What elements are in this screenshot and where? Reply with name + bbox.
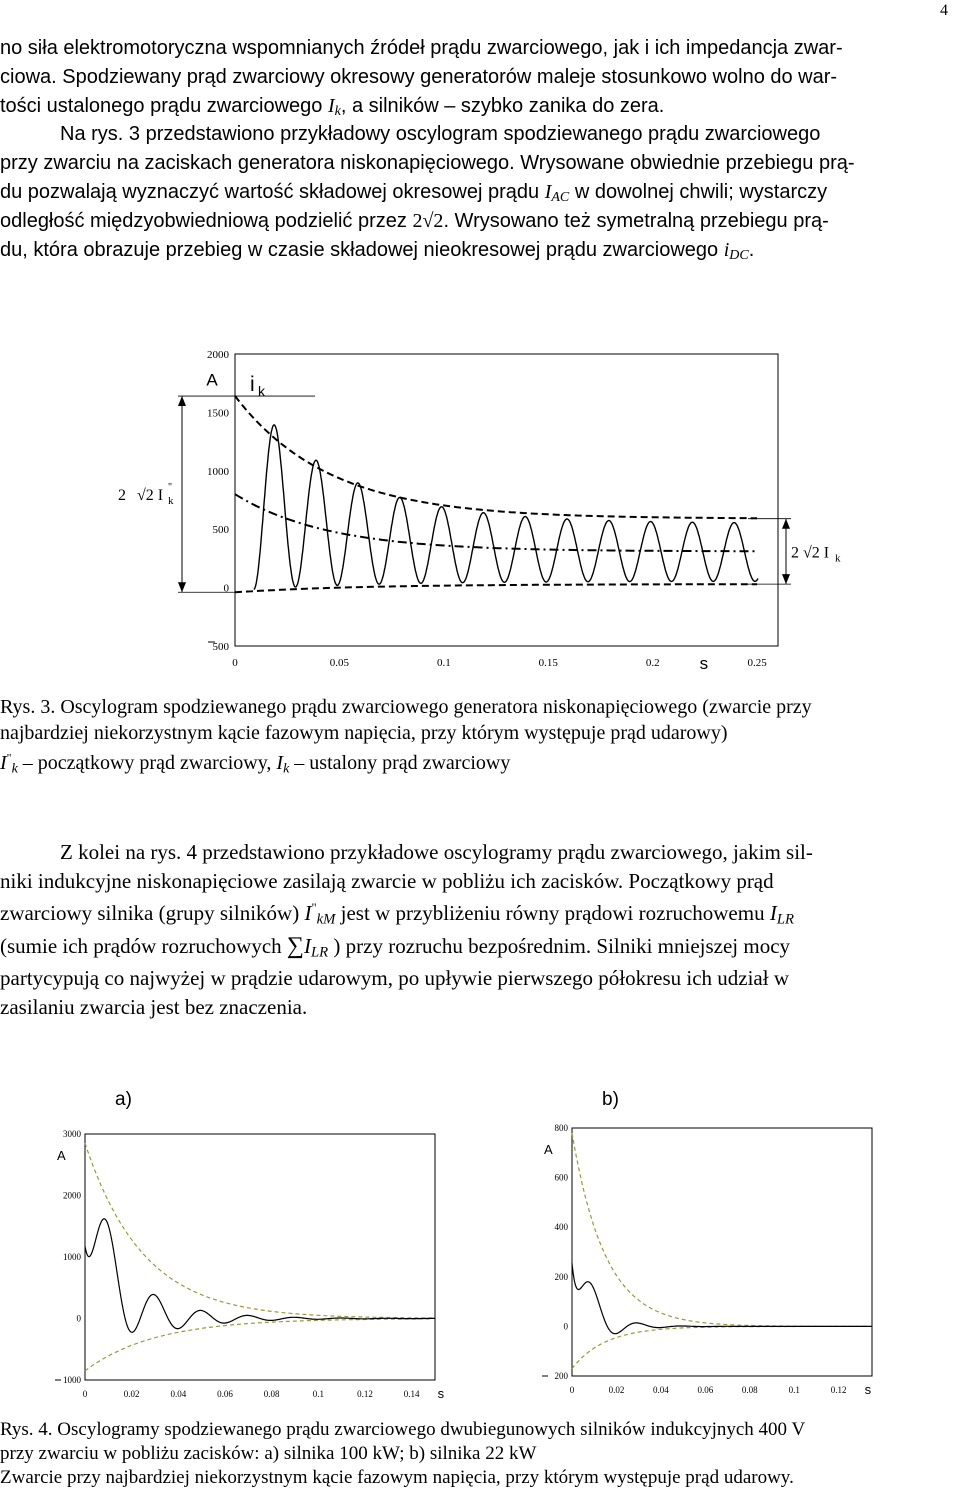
p2-line-5: partycypują co najwyżej w prądzie udarowym, po upływie pierwszego półokresu ich udział w [0,966,789,990]
lower-envelope [235,584,757,592]
figure-4a-oscillogram [0,1080,460,1410]
x-tick-label: 0.2 [645,657,660,669]
x-tick-label: 0.12 [830,1385,847,1395]
plot-frame [572,1128,872,1376]
x-tick-label: 0.25 [747,657,767,669]
fig3-caption-line-3: $I^"_k$ – początkowy prąd zwarciowy, $I_k$ – ustalony prąd zwarciowy [0,750,511,777]
arrowhead-right-bottom [782,574,790,584]
p1-line-2: ciowa. Spodziewany prąd zwarciowy okresowy generatorów maleje stosunkowo wolno do war- [0,65,838,88]
p2-line-2: niki indukcyjne niskonapięciowe zasilają zwarcie w pobliżu ich zacisków. Początkowy prąd [0,869,774,893]
x-unit-label: s [437,1386,445,1401]
p2-line-1: Z kolei na rys. 4 przedstawiono przykładowe oscylogramy prądu zwarciowego, jakim sil- [60,840,813,864]
x-tick-label: 0.1 [436,657,451,669]
lower-envelope [572,1326,870,1368]
p1-line-5: przy zwarciu na zaciskach generatora niskonapięciowego. Wrysowane obwiednie przebiegu prą- [0,152,855,175]
current-waveform [572,1263,872,1334]
x-tick-label: 0.04 [170,1389,187,1399]
p2-line-6: zasilaniu zwarcia jest bez znaczenia. [0,995,308,1019]
fig4-caption-line-2: przy zwarciu w pobliżu zacisków: a) silnika 100 kW; b) silnika 22 kW [0,1443,537,1464]
symmetral [235,494,757,551]
x-tick-label: 0.02 [123,1389,140,1399]
panel-label: b) [602,1089,619,1110]
arrowhead-top [178,396,186,406]
y-tick-label: 200 [554,1271,568,1282]
p1-line-3: tości ustalonego prądu zwarciowego $I_k$, a silników – szybko zanika do zera. [0,94,665,120]
figure-4b-oscillogram [500,1080,940,1410]
y-unit-label: A [57,1148,66,1163]
paragraph-motors [0,838,960,1022]
y-tick-label: 0 [563,1321,568,1332]
x-tick-label: 0.1 [788,1385,800,1395]
annotation-left-sqrt: √2 I [137,487,164,505]
panel-label: a) [115,1089,132,1110]
y-tick-label: 600 [554,1172,568,1183]
x-tick-label: 0.08 [263,1389,280,1399]
x-tick-label: 0.02 [608,1385,625,1395]
figure-3-caption [0,694,960,776]
figure-4-caption [0,1418,960,1490]
fig3-caption-line-2: najbardziej niekorzystnym kącie fazowym napięcia, przy którym występuje prąd udarowy) [0,722,728,744]
annotation-right: 2 √2 I [791,544,830,562]
y-tick-label: 200 [554,1371,568,1381]
arrowhead-right-top [782,519,790,529]
p1-line-4: Na rys. 3 przedstawiono przykładowy oscylogram spodziewanego prądu zwarciowego [60,123,821,146]
current-waveform-ik [254,425,758,590]
y-tick-label: 0 [223,582,229,595]
arrowhead-bottom [178,582,186,592]
x-tick-label: 0 [232,657,238,669]
x-tick-label: 0.15 [538,657,558,669]
fig4-caption-line-3: Zwarcie przy najbardziej niekorzystnym kącie fazowym napięcia, przy którym występuje prąd udarowy. [0,1467,794,1488]
y-tick-label: 0 [76,1313,81,1324]
series-label-sub: k [258,383,265,399]
annotation-left: 2 [118,487,126,505]
upper-envelope [572,1133,870,1326]
annotation-left-sup: " [168,482,173,494]
y-tick-label: 1500 [207,407,229,420]
p1-line-8: du, która obrazuje przebieg w czasie składowej nieokresowej prądu zwarciowego $i_{DC}$. [0,238,755,264]
x-tick-label: 0 [82,1389,88,1399]
y-tick-label: 500 [212,641,229,653]
x-tick-label: 0.05 [329,657,350,669]
y-tick-label: 400 [554,1222,568,1233]
y-tick-label: 500 [212,524,229,537]
x-tick-label: 0.1 [312,1389,324,1399]
y-tick-label: 1000 [63,1252,81,1262]
plot-frame [235,354,778,646]
series-label: i [250,373,255,396]
upper-envelope [85,1143,433,1318]
p2-line-4: (sumie ich prądów rozruchowych $\sum I_{LR}$ ) przy rozruchu bezpośrednim. Silniki mniejszej mocy [0,933,791,961]
x-tick-label: 0 [569,1385,575,1395]
fig3-caption-line-1: Rys. 3. Oscylogram spodziewanego prądu zwarciowego generatora niskonapięciowego (zwarcie przy [0,696,812,718]
y-unit-label: A [206,370,218,390]
y-tick-label: 3000 [63,1129,81,1139]
upper-envelope [235,396,757,518]
x-unit-label: s [864,1382,872,1397]
p1-line-6: du pozwalają wyznaczyć wartość składowej okresowej prądu $I_{AC}$ w dowolnej chwili; wystarczy [0,180,828,206]
p1-line-1: no siła elektromotoryczna wspomnianych źródeł prądu zwarciowego, jak i ich impedancja zwar- [0,37,843,59]
paragraph-intro [0,34,960,264]
page-number: 4 [940,2,948,19]
x-tick-label: 0.06 [697,1385,714,1395]
current-waveform [85,1219,435,1333]
y-tick-label: 1000 [207,465,229,478]
y-unit-label: A [544,1142,553,1157]
figure-3-oscillogram [0,340,960,680]
x-tick-label: 0.04 [653,1385,669,1395]
y-tick-label: 800 [554,1123,568,1133]
p1-line-7: odległość międzyobwiedniową podzielić przez 2√2. Wrysowano też symetralną przebiegu prą- [0,209,829,232]
fig4-caption-line-1: Rys. 4. Oscylogramy spodziewanego prądu zwarciowego dwubiegunowych silników indukcyjnych 400 V [0,1419,806,1440]
x-tick-label: 0.14 [403,1389,420,1399]
y-tick-label: 2000 [207,349,229,361]
annotation-right-sub: k [835,552,841,565]
x-tick-label: 0.12 [357,1389,373,1399]
x-tick-label: 0.08 [741,1385,758,1395]
p2-line-3: zwarciowy silnika (grupy silników) $I^"_{kM}$ jest w przybliżeniu równy prądowi rozruchowemu $I_{LR}$ [0,901,794,928]
y-tick-label: 1000 [63,1375,81,1385]
x-tick-label: 0.06 [217,1389,233,1399]
x-unit-label: s [699,654,709,673]
y-tick-label: 2000 [63,1190,81,1201]
annotation-left-sub: k [168,495,174,508]
